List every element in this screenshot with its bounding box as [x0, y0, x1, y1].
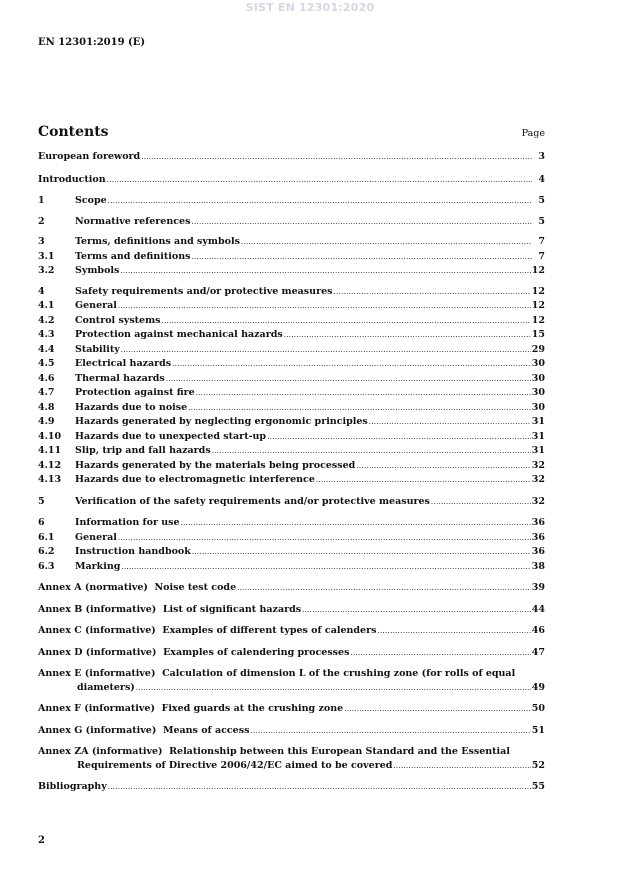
toc-entry-4-5[interactable] — [38, 357, 545, 372]
toc-leader-dots — [431, 496, 531, 510]
toc-number: 6 — [38, 517, 45, 528]
toc-title: Hazards due to electromagnetic interference — [75, 474, 315, 485]
toc-page: 3 — [538, 151, 545, 162]
toc-page: 12 — [531, 314, 545, 326]
toc-title: Normative references — [75, 215, 191, 227]
toc-leader-dots — [237, 582, 531, 596]
toc-title: Annex F (informative) Fixed guards at the crushing zone — [38, 703, 344, 714]
toc-entry-annex-d[interactable] — [38, 646, 545, 661]
toc-entry-bibliography[interactable] — [38, 780, 545, 795]
toc-page: 4 — [538, 173, 545, 185]
toc-leader-dots — [188, 402, 531, 416]
toc-page: 32 — [531, 495, 545, 507]
toc-title: Stability — [75, 343, 120, 355]
toc-number: 4.11 — [38, 445, 62, 456]
toc-title: Annex C (informative) Examples of different types of calenders — [38, 625, 377, 636]
toc-number: 4.5 — [38, 358, 55, 369]
toc-entry-4-3[interactable] — [38, 328, 545, 343]
toc-leader-dots — [136, 682, 531, 696]
toc-page: 30 — [531, 358, 545, 369]
toc-entry-3-2[interactable] — [38, 264, 545, 279]
toc-leader-dots — [141, 151, 532, 165]
toc-entry-annex-b[interactable] — [38, 603, 545, 618]
toc-page: 15 — [531, 329, 545, 340]
toc-page: 50 — [531, 703, 545, 714]
toc-page: 12 — [531, 265, 545, 276]
toc-page: 32 — [531, 459, 545, 471]
toc-page: 47 — [531, 646, 545, 658]
toc-entry-annex-c[interactable] — [38, 624, 545, 639]
toc-title: Annex ZA (informative) Relationship between this European Standard and the Essential — [38, 746, 510, 757]
toc-page: 51 — [531, 724, 545, 736]
toc-page: 31 — [531, 416, 545, 427]
toc-page: 46 — [531, 625, 545, 636]
toc-number: 6.3 — [38, 560, 55, 572]
toc-number: 2 — [38, 215, 45, 227]
toc-leader-dots — [118, 300, 531, 314]
toc-page: 30 — [531, 401, 545, 413]
toc-entry-4-8[interactable] — [38, 401, 545, 416]
toc-leader-dots — [333, 286, 530, 300]
toc-leader-dots — [393, 760, 530, 774]
toc-title: Scope — [75, 195, 107, 206]
toc-entry-annex-g[interactable] — [38, 724, 545, 739]
toc-number: 1 — [38, 195, 45, 206]
toc-title: Slip, trip and fall hazards — [75, 445, 211, 456]
toc-number: 4.13 — [38, 474, 62, 485]
toc-number: 4.3 — [38, 329, 55, 340]
toc-entry-4-10[interactable] — [38, 430, 545, 445]
toc-leader-dots — [284, 329, 531, 343]
toc-leader-dots — [107, 174, 532, 188]
document-id: EN 12301:2019 (E) — [38, 37, 146, 48]
toc-title: Marking — [75, 560, 121, 572]
toc-title: Annex E (informative) Calculation of dimension L of the crushing zone (for rolls of equal — [38, 668, 516, 679]
toc-number: 3.2 — [38, 265, 55, 276]
toc-leader-dots — [196, 387, 531, 401]
toc-title: Verification of the safety requirements and/or protective measures — [75, 495, 430, 507]
toc-entry-4-13[interactable] — [38, 473, 545, 488]
toc-leader-dots — [241, 236, 532, 250]
toc-leader-dots — [350, 647, 530, 661]
toc-leader-dots — [191, 251, 532, 265]
toc-number: 4.10 — [38, 430, 62, 442]
toc-entry-annex-a[interactable] — [38, 581, 545, 596]
toc-leader-dots — [162, 315, 531, 329]
toc-title: Hazards due to unexpected start-up — [75, 430, 267, 442]
toc-page: 31 — [531, 445, 545, 456]
toc-page: 44 — [531, 603, 545, 615]
toc-entry-annex-e[interactable] — [38, 667, 545, 695]
toc-number: 4.9 — [38, 416, 55, 427]
toc-title: Terms, definitions and symbols — [75, 236, 240, 247]
toc-leader-dots — [172, 358, 531, 372]
toc-entry-3-1[interactable] — [38, 250, 545, 265]
toc-title-continued: Requirements of Directive 2006/42/EC aimed to be covered — [77, 759, 393, 771]
toc-page: 39 — [531, 582, 545, 593]
table-of-contents — [38, 150, 545, 795]
toc-title: Symbols — [75, 265, 120, 276]
toc-number: 4.12 — [38, 459, 62, 471]
toc-entry-1[interactable] — [38, 194, 545, 209]
toc-title: General — [75, 300, 117, 311]
watermark: SIST EN 12301:2020 — [245, 1, 375, 14]
toc-page: 52 — [531, 759, 545, 771]
toc-leader-dots — [108, 195, 532, 209]
toc-entry-foreword[interactable] — [38, 150, 545, 165]
toc-title: Safety requirements and/or protective measures — [75, 285, 333, 297]
toc-page: 12 — [531, 285, 545, 297]
toc-entry-6[interactable] — [38, 516, 545, 531]
toc-entry-4-2[interactable] — [38, 314, 545, 329]
toc-title: Electrical hazards — [75, 358, 172, 369]
toc-leader-dots — [191, 216, 532, 230]
toc-leader-dots — [108, 781, 531, 795]
toc-leader-dots — [192, 546, 531, 560]
toc-entry-annex-za-continuation — [38, 759, 545, 774]
toc-leader-dots — [302, 604, 531, 618]
toc-title: Annex B (informative) List of significant hazards — [38, 603, 302, 615]
toc-entry-annex-e-continuation — [38, 681, 545, 696]
toc-leader-dots — [250, 725, 530, 739]
toc-title: Bibliography — [38, 781, 107, 792]
toc-page: 36 — [531, 531, 545, 543]
toc-number: 6.1 — [38, 531, 55, 543]
toc-leader-dots — [121, 344, 531, 358]
toc-page: 30 — [531, 387, 545, 398]
toc-leader-dots — [121, 561, 530, 575]
toc-leader-dots — [356, 460, 530, 474]
toc-title: Hazards due to noise — [75, 401, 188, 413]
toc-leader-dots — [377, 625, 530, 639]
toc-leader-dots — [120, 265, 530, 279]
toc-leader-dots — [166, 373, 531, 387]
toc-entry-4[interactable] — [38, 285, 545, 300]
toc-title: Control systems — [75, 314, 161, 326]
toc-page: 36 — [531, 546, 545, 557]
toc-number: 6.2 — [38, 546, 55, 557]
toc-title: Instruction handbook — [75, 546, 191, 557]
toc-title: Annex D (informative) Examples of calendering processes — [38, 646, 350, 658]
page-number: 2 — [38, 835, 45, 846]
toc-number: 4.4 — [38, 343, 55, 355]
toc-page: 5 — [538, 215, 545, 227]
toc-leader-dots — [316, 474, 531, 488]
page-column-label: Page — [521, 128, 545, 139]
toc-page: 7 — [538, 236, 545, 247]
toc-title: Hazards generated by the materials being processed — [75, 459, 356, 471]
toc-title: Information for use — [75, 517, 180, 528]
toc-entry-4-1[interactable] — [38, 299, 545, 314]
toc-title: European foreword — [38, 151, 141, 162]
toc-number: 3 — [38, 236, 45, 247]
toc-entry-annex-f[interactable] — [38, 702, 545, 717]
toc-page: 32 — [531, 474, 545, 485]
toc-title: Thermal hazards — [75, 372, 165, 384]
toc-leader-dots — [181, 517, 531, 531]
toc-entry-6-2[interactable] — [38, 545, 545, 560]
toc-title: General — [75, 531, 117, 543]
toc-leader-dots — [267, 431, 531, 445]
toc-entry-4-4[interactable] — [38, 343, 545, 358]
toc-entry-introduction[interactable] — [38, 173, 545, 188]
toc-number: 4.8 — [38, 401, 55, 413]
toc-page: 30 — [531, 372, 545, 384]
toc-page: 12 — [531, 300, 545, 311]
toc-page: 31 — [531, 430, 545, 442]
toc-number: 5 — [38, 495, 45, 507]
toc-title-continued: diameters) — [77, 681, 135, 693]
toc-number: 4.2 — [38, 314, 55, 326]
toc-entry-2[interactable] — [38, 215, 545, 230]
contents-heading: Contents — [38, 124, 109, 140]
toc-page: 49 — [531, 681, 545, 693]
toc-entry-4-12[interactable] — [38, 459, 545, 474]
toc-leader-dots — [212, 445, 531, 459]
toc-title: Terms and definitions — [75, 250, 191, 262]
toc-leader-dots — [369, 416, 531, 430]
toc-page: 5 — [538, 195, 545, 206]
toc-entry-annex-za[interactable] — [38, 745, 545, 773]
toc-page: 38 — [531, 560, 545, 572]
toc-number: 4.7 — [38, 387, 55, 398]
toc-title: Protection against mechanical hazards — [75, 329, 283, 340]
toc-leader-dots — [118, 532, 531, 546]
toc-title: Introduction — [38, 173, 106, 185]
toc-number: 4.1 — [38, 300, 55, 311]
toc-entry-4-11[interactable] — [38, 444, 545, 459]
toc-entry-4-7[interactable] — [38, 386, 545, 401]
toc-title: Annex G (informative) Means of access — [38, 724, 250, 736]
toc-entry-6-3[interactable] — [38, 560, 545, 575]
toc-page: 36 — [531, 517, 545, 528]
toc-leader-dots — [344, 703, 531, 717]
toc-entry-3[interactable] — [38, 235, 545, 250]
toc-number: 4 — [38, 285, 45, 297]
toc-page: 7 — [538, 250, 545, 262]
toc-title: Protection against fire — [75, 387, 195, 398]
toc-entry-5[interactable] — [38, 495, 545, 510]
toc-entry-6-1[interactable] — [38, 531, 545, 546]
toc-entry-4-6[interactable] — [38, 372, 545, 387]
toc-title: Annex A (normative) Noise test code — [38, 582, 237, 593]
toc-number: 3.1 — [38, 250, 55, 262]
toc-page: 55 — [531, 781, 545, 792]
toc-entry-4-9[interactable] — [38, 415, 545, 430]
toc-title: Hazards generated by neglecting ergonomic principles — [75, 416, 368, 427]
toc-number: 4.6 — [38, 372, 55, 384]
toc-page: 29 — [531, 343, 545, 355]
